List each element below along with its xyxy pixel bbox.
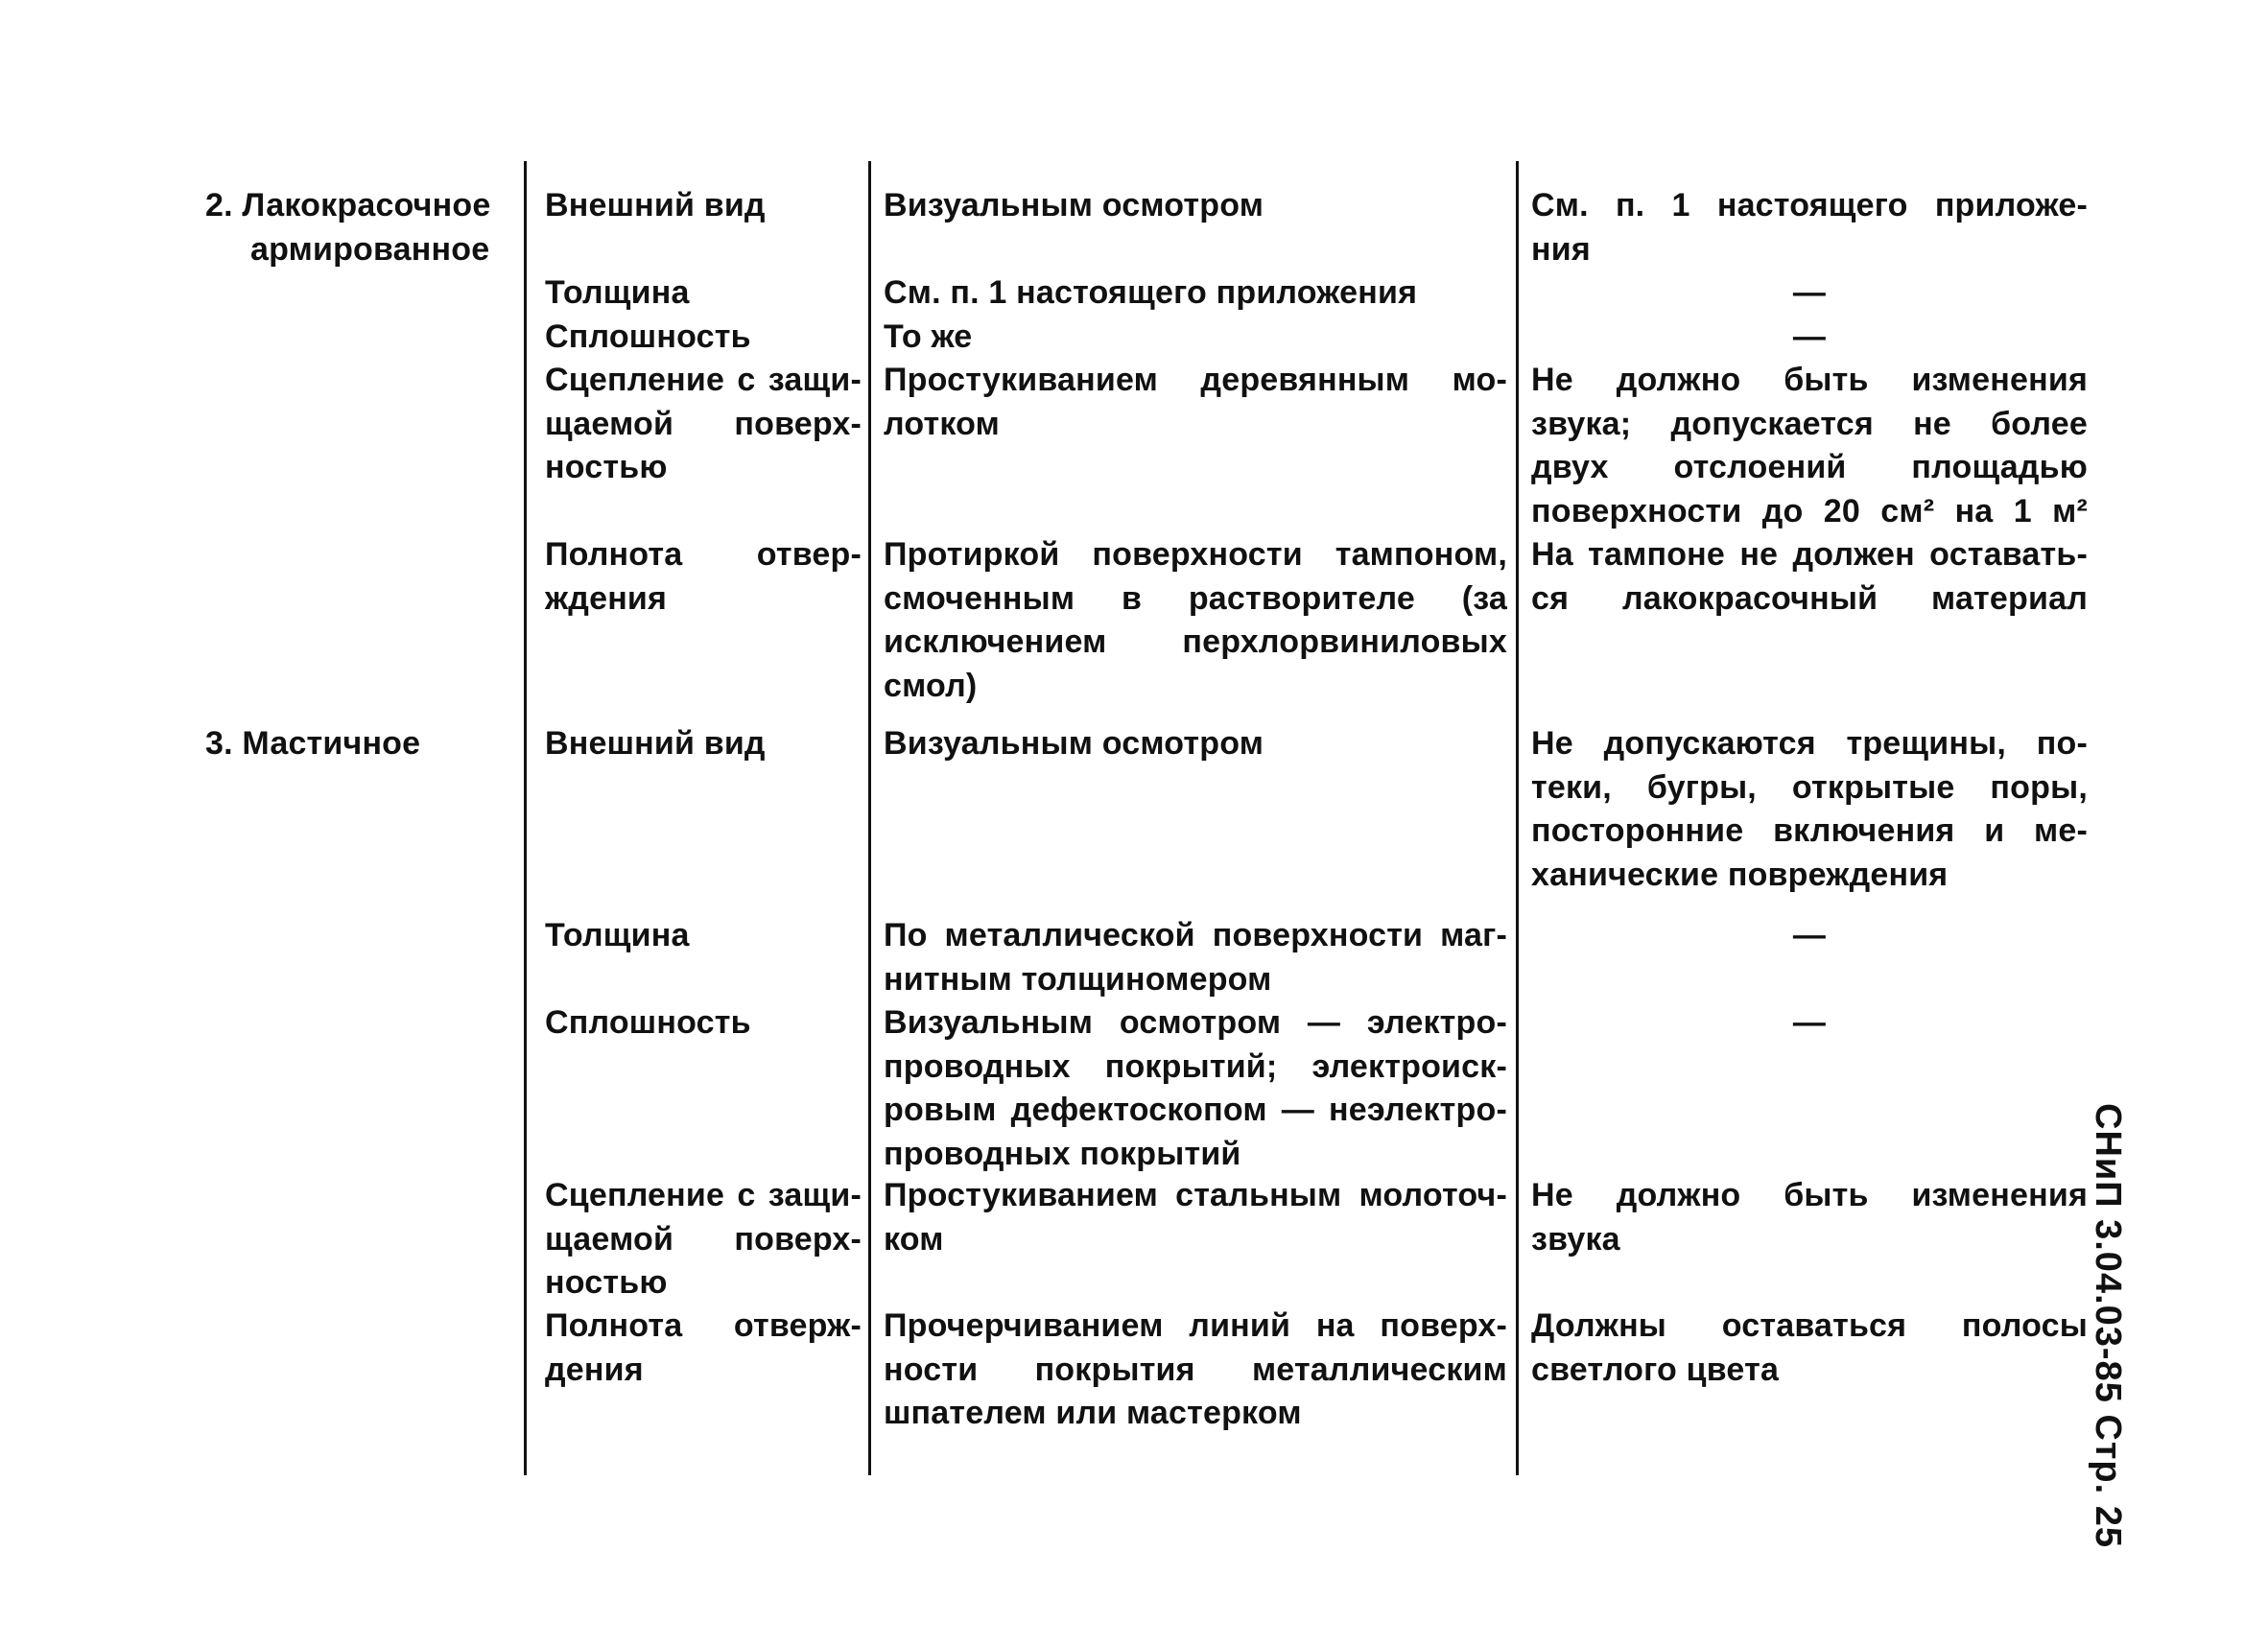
text-line: Внешний вид [545, 187, 766, 223]
text-line: ханические повреждения [1531, 856, 1949, 893]
text-line: 3. Мастичное [205, 725, 421, 762]
requirement-cell [1531, 1305, 2088, 1392]
text-line: По металлической поверхности маг- [884, 917, 1507, 953]
text-line: Внешний вид [545, 725, 766, 762]
requirement-cell [1531, 359, 2088, 533]
text-line: См. п. 1 настоящего приложения [884, 274, 1418, 311]
text-line: 2. Лакокрасочное [205, 187, 491, 223]
text-line: Простукиванием стальным молоточ- [884, 1177, 1507, 1213]
method-cell [884, 1174, 1507, 1261]
text-line: Полнота отверж- [545, 1307, 862, 1344]
parameter-cell [545, 533, 862, 621]
text-line: ровым дефектоскопом — неэлектро- [884, 1092, 1507, 1128]
text-line: Сцепление с защи- [545, 362, 862, 398]
text-line: звука; допускается не более [1531, 405, 2088, 442]
parameter-cell [545, 1305, 862, 1392]
text-line: ностью [545, 449, 668, 485]
column-divider-2 [868, 161, 871, 1475]
text-line: ния [1531, 230, 1591, 268]
text-line: щаемой поверх- [545, 405, 862, 442]
requirement-cell [1531, 914, 2088, 958]
text-line: армированное [250, 230, 490, 268]
page-header-label: СНиП 3.04.03-85 Стр. 25 [2088, 1103, 2128, 1549]
method-cell [884, 533, 1507, 708]
parameter-cell [545, 722, 862, 766]
text-line: — [1792, 1004, 1827, 1041]
requirement-cell [1531, 722, 2088, 897]
method-cell [884, 184, 1507, 228]
text-line: ности покрытия металлическим [884, 1351, 1507, 1388]
text-line: ся лакокрасочный материал [1531, 579, 2088, 617]
text-line: двух отслоений площадью [1531, 449, 2088, 485]
parameter-cell [545, 914, 862, 958]
text-line: Должны оставаться полосы [1531, 1307, 2088, 1344]
parameter-cell [545, 271, 862, 316]
parameter-cell [545, 1001, 862, 1046]
text-line: проводных покрытий [884, 1135, 1241, 1172]
text-line: нитным толщиномером [884, 960, 1272, 998]
requirement-cell [1531, 271, 2088, 316]
text-line: поверхности до 20 см² на 1 м² [1531, 492, 2088, 529]
requirement-cell [1531, 184, 2088, 271]
text-line: Толщина [545, 274, 690, 311]
text-line: исключением перхлорвиниловых [884, 623, 1507, 660]
text-line: Визуальным осмотром — электро- [884, 1004, 1507, 1041]
text-line: Не должно быть изменения [1531, 1177, 2088, 1213]
text-line: ком [884, 1220, 944, 1258]
text-line: теки, бугры, открытые поры, [1531, 768, 2088, 806]
text-line: дения [545, 1351, 644, 1388]
text-line: светлого цвета [1531, 1351, 1780, 1388]
text-line: шпателем или мастерком [884, 1395, 1302, 1431]
requirement-cell [1531, 316, 2088, 360]
text-line: См. п. 1 настоящего приложе- [1531, 187, 2088, 223]
text-line: Визуальным осмотром [884, 187, 1264, 223]
column-divider-3 [1516, 161, 1519, 1475]
method-cell [884, 722, 1507, 766]
method-cell [884, 914, 1507, 1001]
text-line: лотком [884, 405, 1000, 442]
text-line: Полнота отвер- [545, 536, 862, 573]
text-line: Сцепление с защи- [545, 1177, 862, 1213]
text-line: Сплошность [545, 1004, 751, 1041]
text-line: На тампоне не должен оставать- [1531, 536, 2088, 573]
text-line: — [1792, 917, 1827, 953]
method-cell [884, 271, 1507, 316]
text-line: Толщина [545, 917, 690, 953]
method-cell [884, 1305, 1507, 1436]
parameter-cell [545, 316, 862, 360]
method-cell [884, 316, 1507, 360]
text-line: Прочерчиванием линий на поверх- [884, 1307, 1507, 1344]
text-line: Сплошность [545, 318, 751, 355]
coating-type-label [205, 722, 522, 766]
text-line: Протиркой поверхности тампоном, [884, 536, 1507, 573]
coating-type-label [205, 184, 522, 271]
text-line: смоченным в растворителе (за [884, 579, 1507, 617]
text-line: посторонние включения и ме- [1531, 812, 2088, 849]
text-line: — [1792, 318, 1827, 355]
text-line: щаемой поверх- [545, 1220, 862, 1258]
method-cell [884, 1001, 1507, 1176]
requirement-cell [1531, 533, 2088, 621]
parameter-cell [545, 184, 862, 228]
text-line: Простукиванием деревянным мо- [884, 362, 1507, 398]
text-line: — [1792, 274, 1827, 311]
parameter-cell [545, 1174, 862, 1305]
requirement-cell [1531, 1174, 2088, 1261]
column-divider-1 [524, 161, 527, 1475]
text-line: То же [884, 318, 973, 355]
text-line: проводных покрытий; электроиск- [884, 1047, 1507, 1085]
requirement-cell [1531, 1001, 2088, 1046]
text-line: звука [1531, 1220, 1620, 1258]
text-line: ждения [545, 579, 668, 617]
text-line: смол) [884, 667, 978, 704]
text-line: Не должно быть изменения [1531, 362, 2088, 398]
parameter-cell [545, 359, 862, 490]
method-cell [884, 359, 1507, 446]
text-line: Визуальным осмотром [884, 725, 1264, 762]
text-line: Не допускаются трещины, по- [1531, 725, 2088, 762]
text-line: ностью [545, 1264, 668, 1301]
